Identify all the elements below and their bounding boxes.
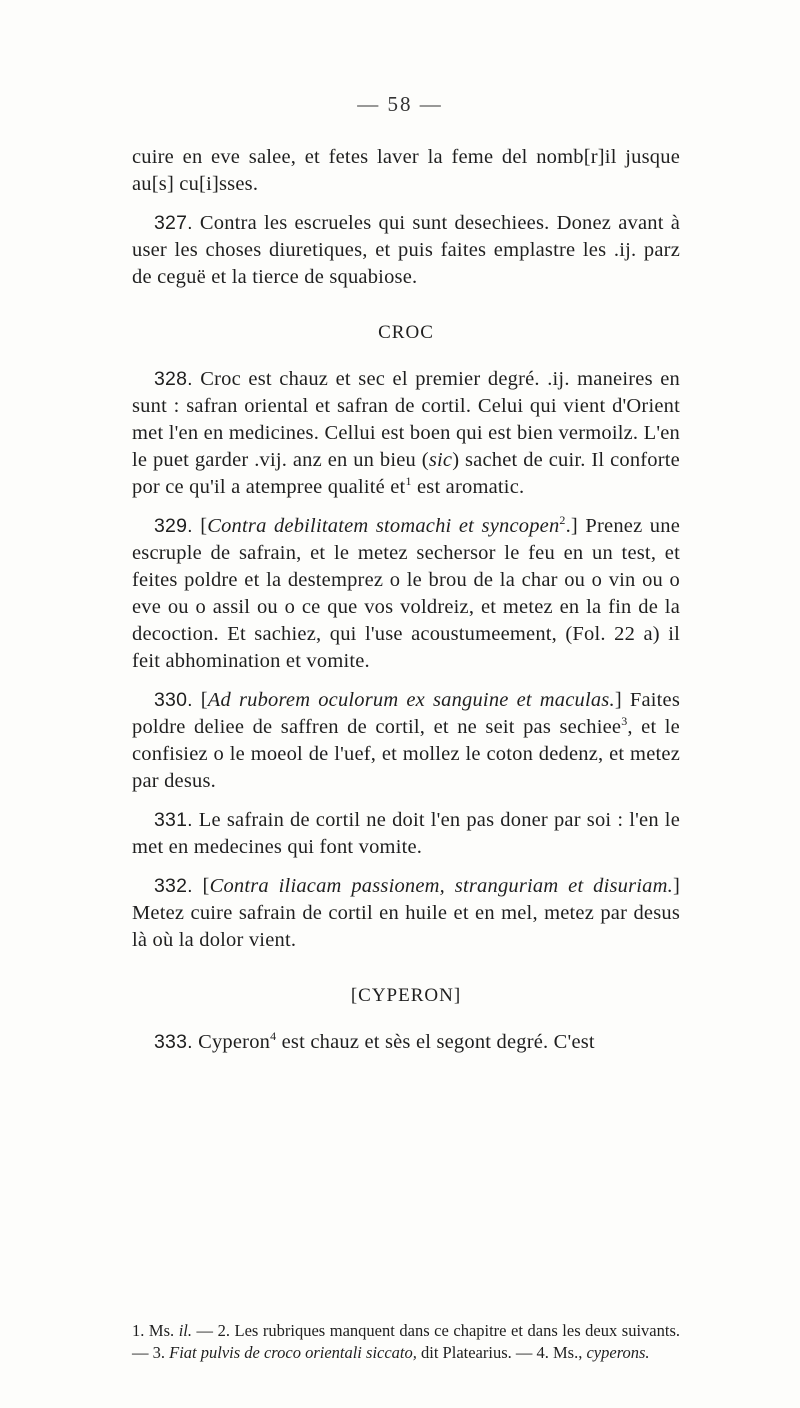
paragraph-number: 333. xyxy=(154,1031,193,1053)
rubric: Contra debilitatem stomachi et syncopen xyxy=(207,515,560,537)
paragraph-text: ) sachet de cuir. Il conforte por ce qu'il a atempree qualité et xyxy=(132,449,680,498)
footnote-text: dit Platearius. — 4. Ms., xyxy=(416,1343,587,1362)
paragraph-328 xyxy=(132,366,680,501)
paragraph-text: est chauz et sès el segont degré. C'est xyxy=(276,1031,595,1053)
page-number: — 58 — xyxy=(357,92,443,116)
paragraph-text: Metez cuire safrain de cortil en huile et en mel, metez par desus là où la dolor vient. xyxy=(132,902,680,951)
paragraph-330: 330. [Ad ruborem oculorum ex sanguine et maculas.] Faites poldre deliee de saffren de cortil, et ne seit pas sechiee$^3$, et le confisiez o le moeol de l'uef, et mollez le coton dedenz, et metez par desus. xyxy=(132,689,681,792)
paragraph-text: cuire en eve salee, et fetes laver la feme del nomb[r]il jusque au[s] cu[i]sses. xyxy=(132,146,680,195)
paragraph-text: Croc est chauz et sec el premier degré. .ij. maneires en sunt : safran oriental et safran de cortil. Celui qui vient d'Orient met l'en en medicines. Cellui est boen qui est bien vermoilz. L'en le puet garder .vij. anz en un bieu ( xyxy=(132,368,680,471)
paragraph-number: 332. xyxy=(154,875,193,897)
paragraph-332: 332. [Contra iliacam passionem, stranguriam et disuriam.] Metez cuire safrain de cortil en huile et en mel, metez par desus là où la dolor vient. xyxy=(132,875,680,951)
main-text xyxy=(132,144,680,1068)
footnotes xyxy=(132,1320,680,1364)
paragraph-text: Le safrain de cortil ne doit l'en pas doner par soi : l'en le met en medecines qui font vomite. xyxy=(132,809,681,858)
paragraph-text: Contra les escrueles qui sunt desechiees. Donez avant à user les choses diuretiques, et puis faites emplastre les .ij. parz de ceguë et la tierce de squabiose. xyxy=(132,212,681,288)
paragraph-327 xyxy=(132,210,680,291)
paragraph-number: 331. xyxy=(154,809,193,831)
paragraph-text: est aromatic. xyxy=(411,476,525,498)
paragraph-331 xyxy=(132,807,680,861)
footnote-text: — 2. Les rubriques manquent dans ce chapitre et dans les deux suivants. — 3. xyxy=(132,1321,681,1362)
section-heading-cyperon: [CYPERON] xyxy=(350,985,462,1006)
paragraph-text: Prenez une escruple de safrain, et le metez sechersor le feu en un test, et feites poldre et la destemprez o le brou de la char ou o vin ou o eve ou o assil ou o ce que vos voldreiz, et metez en la fin de la decoction. Et sachiez, qui l'use acoustumeement, (Fol. 22 a) il feit abhomination et vomite. xyxy=(132,515,680,672)
section-heading-croc: CROC xyxy=(378,322,434,343)
sic-mark: sic xyxy=(428,449,453,471)
paragraph-333 xyxy=(132,1029,680,1056)
footnote-ref-2: 2 xyxy=(559,513,566,528)
footnote-ref-3: 3 xyxy=(621,714,628,729)
footnote-italic: il. xyxy=(178,1321,192,1340)
paragraph-329: 329. [Contra debilitatem stomachi et syncopen$^2$.] Prenez une escruple de safrain, et le metez sechersor le feu en un test, et feites poldre et la destemprez o le brou de la char ou o vin ou o eve ou o assil ou o ce que vos voldreiz, et metez en la fin de la decoction. Et sachiez, qui l'use acoustumeement, (Fol. 22 a) il feit abhomination et vomite. xyxy=(132,513,680,672)
footnote-ref-4: 4 xyxy=(270,1029,277,1044)
paragraph-text: , et le confisiez o le moeol de l'uef, et mollez le coton dedenz, et metez par desus. xyxy=(132,716,680,792)
rubric: Contra iliacam passionem, stranguriam et disuriam. xyxy=(209,875,673,897)
paragraph-continuation xyxy=(132,144,680,198)
paragraph-text: Cyperon xyxy=(198,1031,271,1053)
rubric: Ad ruborem oculorum ex sanguine et maculas. xyxy=(207,689,615,711)
paragraph-number: 330. xyxy=(154,689,193,711)
footnote-italic: Fiat pulvis de croco orientali siccato, xyxy=(169,1343,417,1362)
footnote-ref-1: 1 xyxy=(405,474,412,489)
paragraph-number: 329. xyxy=(154,515,193,537)
paragraph-text: Faites poldre deliee de saffren de cortil, et ne seit pas sechiee xyxy=(132,689,681,738)
footnote-text: 1. Ms. xyxy=(132,1321,179,1340)
footnote-italic: cyperons. xyxy=(586,1343,650,1362)
paragraph-number: 327. xyxy=(154,212,193,234)
paragraph-number: 328. xyxy=(154,368,193,390)
